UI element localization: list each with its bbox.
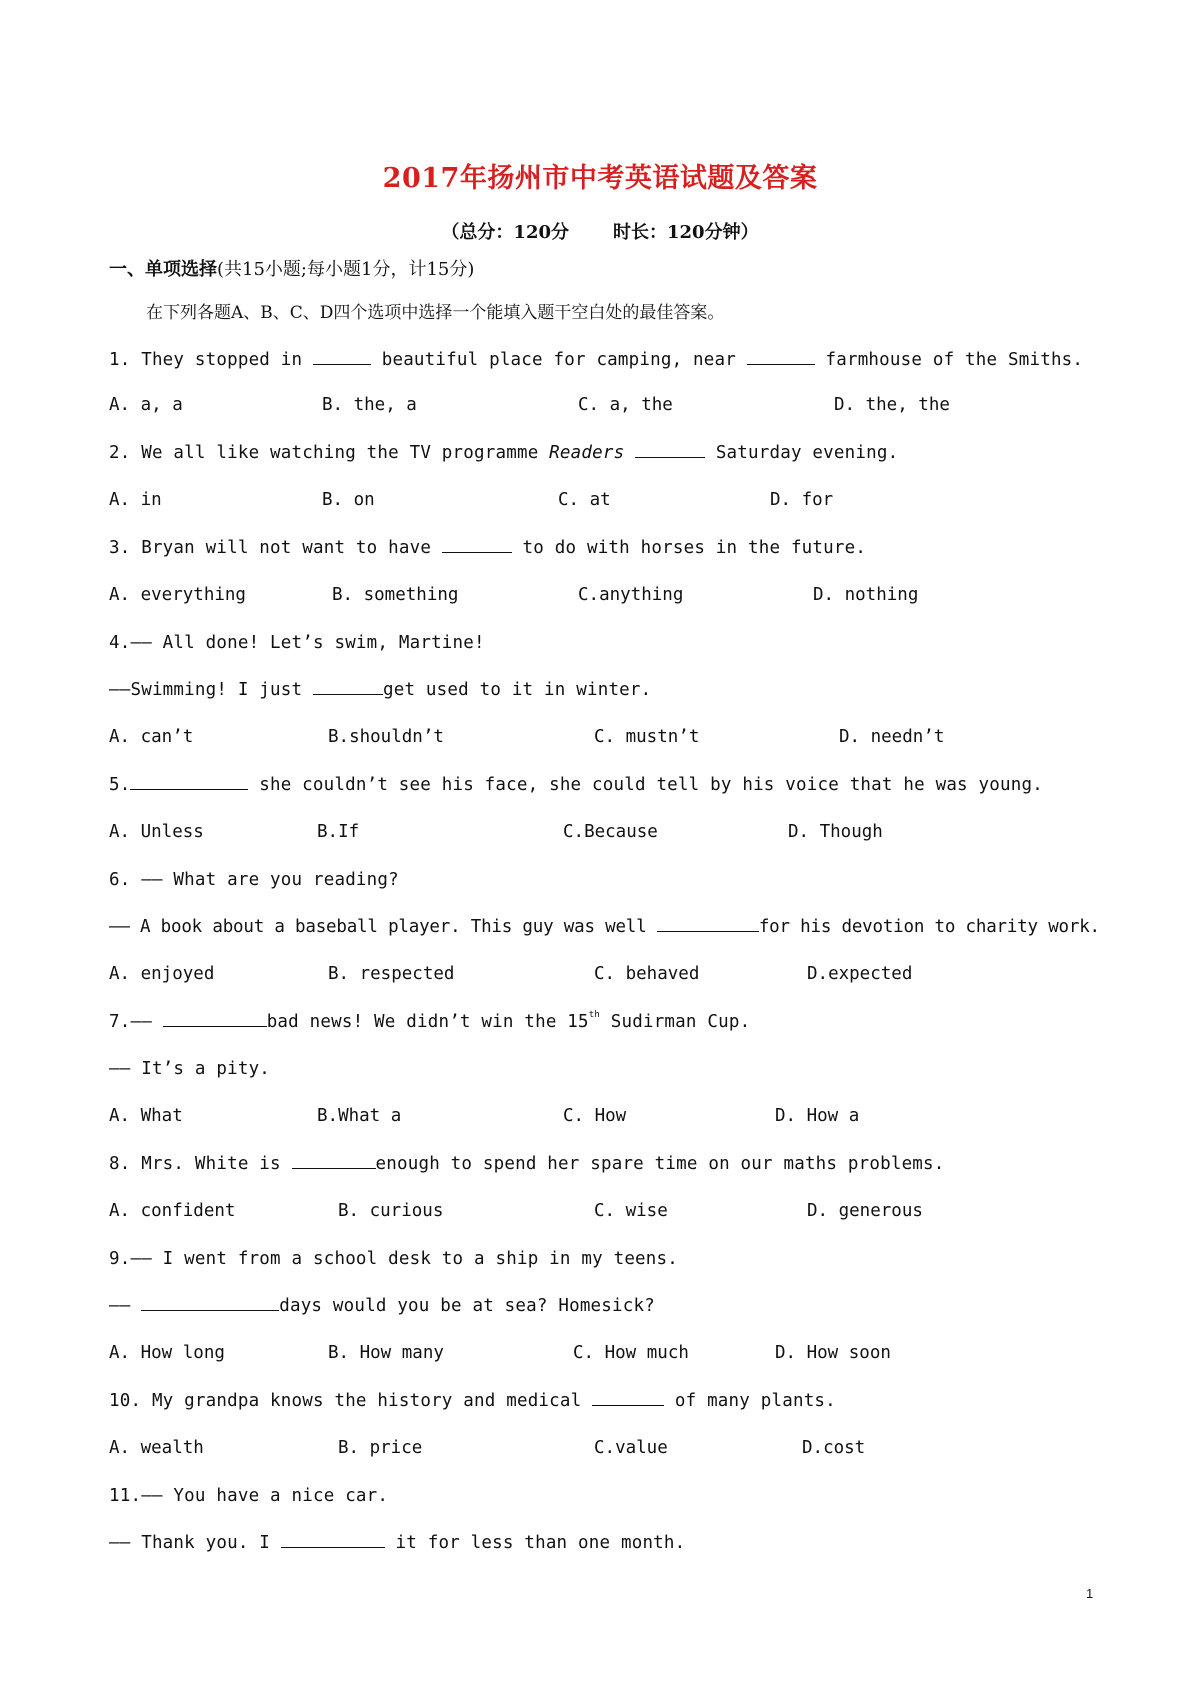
q9-option-d: D. How soon: [775, 1343, 891, 1363]
question-10: [109, 1391, 836, 1411]
exam-info: [0, 218, 1200, 244]
q3-option-b: B. something: [332, 585, 459, 605]
q10-option-b: B. price: [338, 1438, 423, 1458]
q5-option-b: B.If: [317, 822, 360, 842]
question-11-reply: [109, 1533, 685, 1553]
q8-text-a: 8. Mrs. White is: [109, 1154, 292, 1174]
q3-option-c: C.anything: [578, 585, 684, 605]
q1-options: [109, 395, 1109, 419]
question-4: 4.—— All done! Let’s swim, Martine!: [109, 633, 485, 653]
q2-text-b: Saturday evening.: [705, 443, 899, 463]
q8-option-d: D. generous: [807, 1201, 923, 1221]
q2-option-d: D. for: [770, 490, 834, 510]
q9-option-c: C. How much: [573, 1343, 689, 1363]
question-5: [109, 775, 1043, 795]
q7-text-c: Sudirman Cup.: [600, 1012, 751, 1032]
total-score: （总分：120分: [441, 222, 569, 243]
q11-text-b: it for less than one month.: [384, 1533, 686, 1553]
q6-option-c: C. behaved: [594, 964, 700, 984]
q8-options: [109, 1201, 1109, 1225]
q7-option-a: A. What: [109, 1106, 183, 1126]
answer-blank: [657, 930, 759, 932]
document-title: 2017年扬州市中考英语试题及答案: [382, 163, 818, 194]
answer-blank: [313, 693, 383, 695]
question-8: [109, 1154, 945, 1174]
question-1: [109, 350, 1083, 370]
answer-blank: [635, 456, 705, 458]
q1-option-d: D. the, the: [834, 395, 950, 415]
q4-option-a: A. can’t: [109, 727, 194, 747]
q7-text-a: 7.——: [109, 1012, 163, 1032]
q4-option-b: B.shouldn’t: [328, 727, 444, 747]
q10-option-c: C.value: [594, 1438, 668, 1458]
q8-text-b: enough to spend her spare time on our maths problems.: [375, 1154, 945, 1174]
q4-option-c: C. mustn’t: [594, 727, 700, 747]
q10-options: [109, 1438, 1109, 1462]
q2-text-a: 2. We all like watching the TV programme: [109, 443, 550, 463]
q3-text-a: 3. Bryan will not want to have: [109, 538, 442, 558]
q4-text-a: ——Swimming! I just: [109, 680, 313, 700]
q6-option-d: D.expected: [807, 964, 913, 984]
answer-blank: [747, 363, 815, 365]
section-heading: [109, 255, 474, 281]
question-9: 9.—— I went from a school desk to a ship in my teens.: [109, 1249, 679, 1269]
q3-options: [109, 585, 1109, 609]
q1-option-b: B. the, a: [322, 395, 417, 415]
answer-blank: [141, 1309, 279, 1311]
question-6-reply: [109, 917, 1100, 937]
q6-option-a: A. enjoyed: [109, 964, 215, 984]
q10-option-d: D.cost: [802, 1438, 866, 1458]
q2-option-a: A. in: [109, 490, 162, 510]
question-3: [109, 538, 866, 558]
q1-text-c: farmhouse of the Smiths.: [814, 350, 1084, 370]
q4-option-d: D. needn’t: [839, 727, 945, 747]
answer-blank: [281, 1546, 385, 1548]
q2-option-b: B. on: [322, 490, 375, 510]
q2-option-c: C. at: [558, 490, 611, 510]
q1-text-a: 1. They stopped in: [109, 350, 313, 370]
question-7-reply: —— It’s a pity.: [109, 1059, 271, 1079]
answer-blank: [592, 1404, 664, 1406]
question-9-reply: [109, 1296, 655, 1316]
answer-blank: [130, 788, 248, 790]
q3-text-b: to do with horses in the future.: [511, 538, 867, 558]
q6-text-a: —— A book about a baseball player. This guy was well: [109, 917, 657, 937]
q2-options: [109, 490, 1109, 514]
q6-option-b: B. respected: [328, 964, 455, 984]
q7-option-b: B.What a: [317, 1106, 402, 1126]
section-instruction: 在下列各题A、B、C、D四个选项中选择一个能填入题干空白处的最佳答案。: [146, 303, 725, 323]
section-note: (共15小题;每小题1分，计15分): [217, 259, 475, 280]
q6-text-b: for his devotion to charity work.: [758, 917, 1100, 937]
q11-text-a: —— Thank you. I: [109, 1533, 281, 1553]
q5-text-a: 5.: [109, 775, 131, 795]
question-2: [109, 443, 898, 463]
answer-blank: [292, 1167, 376, 1169]
question-7: [109, 1012, 750, 1032]
q8-option-c: C. wise: [594, 1201, 668, 1221]
q9-option-b: B. How many: [328, 1343, 444, 1363]
q9-option-a: A. How long: [109, 1343, 225, 1363]
answer-blank: [163, 1025, 267, 1027]
q5-option-c: C.Because: [563, 822, 658, 842]
q1-text-b: beautiful place for camping, near: [370, 350, 747, 370]
answer-blank: [313, 363, 371, 365]
q8-option-b: B. curious: [338, 1201, 444, 1221]
question-6: 6. —— What are you reading?: [109, 870, 399, 890]
q1-option-c: C. a, the: [578, 395, 673, 415]
answer-blank: [442, 551, 512, 553]
q7-option-c: C. How: [563, 1106, 627, 1126]
question-4-reply: [109, 680, 651, 700]
q10-text-a: 10. My grandpa knows the history and medical: [109, 1391, 593, 1411]
programme-title: Readers: [549, 443, 625, 463]
duration: 时长：120分钟）: [613, 222, 759, 243]
q5-option-d: D. Though: [788, 822, 883, 842]
q1-option-a: A. a, a: [109, 395, 183, 415]
q7-options: [109, 1106, 1109, 1130]
q9-text-b: days would you be at sea? Homesick?: [279, 1296, 655, 1316]
q6-options: [109, 964, 1109, 988]
q5-option-a: A. Unless: [109, 822, 204, 842]
q7-text-b: bad news! We didn’t win the 15: [266, 1012, 589, 1032]
ordinal-suffix: th: [588, 1010, 601, 1020]
q10-text-b: of many plants.: [664, 1391, 836, 1411]
q9-text-a: ——: [109, 1296, 142, 1316]
q8-option-a: A. confident: [109, 1201, 236, 1221]
page-number: 1: [1086, 1586, 1094, 1601]
q4-text-b: get used to it in winter.: [382, 680, 652, 700]
q4-options: [109, 727, 1109, 751]
q3-option-a: A. everything: [109, 585, 246, 605]
q5-text-b: she couldn’t see his face, she could tell by his voice that he was young.: [248, 775, 1043, 795]
q5-options: [109, 822, 1109, 846]
q7-option-d: D. How a: [775, 1106, 860, 1126]
q9-options: [109, 1343, 1109, 1367]
question-11: 11.—— You have a nice car.: [109, 1486, 389, 1506]
q3-option-d: D. nothing: [813, 585, 919, 605]
section-title: 一、单项选择: [109, 259, 217, 280]
q10-option-a: A. wealth: [109, 1438, 204, 1458]
